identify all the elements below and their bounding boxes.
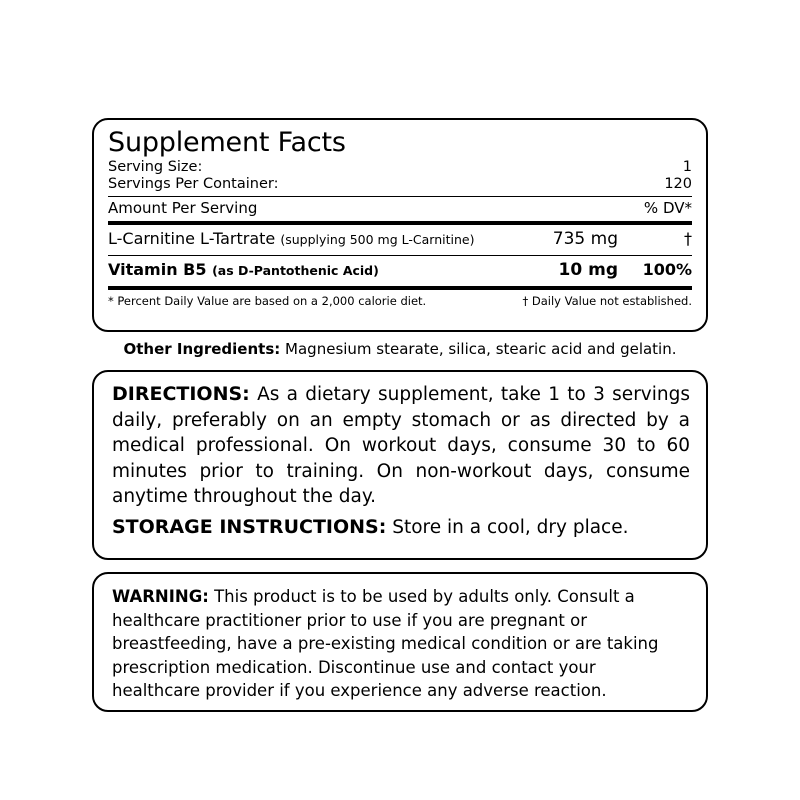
amount-per-serving-label: Amount Per Serving [108, 199, 258, 217]
footnote-dagger-note: † Daily Value not established. [522, 294, 692, 308]
nutrient-daily-value: † [684, 229, 692, 248]
nutrient-amount: 735 mg [552, 229, 618, 249]
nutrient-name-cell [108, 259, 506, 281]
servings-per-container-label: Servings Per Container: [108, 176, 279, 192]
directions-content [112, 382, 690, 540]
nutrient-name-cell [108, 228, 506, 250]
footnote-daily-value-basis: * Percent Daily Value are based on a 2,000 calorie diet. [108, 294, 427, 308]
warning-paragraph [112, 585, 688, 703]
warning-panel [92, 572, 708, 712]
warning-text: This product is to be used by adults only. Consult a healthcare practitioner prior to use if you are pregnant or breastfeeding, have a pre-existing medical condition or are taking prescription medication. Discontinue use and contact your healthcare provider if you experience any adverse reaction. [112, 587, 659, 700]
directions-panel [92, 370, 708, 560]
serving-size-value: 1 [682, 159, 692, 175]
serving-size-row [108, 159, 692, 176]
nutrient-name-sub: (supplying 500 mg L-Carnitine) [280, 232, 475, 247]
other-ingredients-text: Magnesium stearate, silica, stearic acid and gelatin. [285, 340, 677, 358]
amount-per-serving-header-row [108, 197, 692, 218]
other-ingredients-label: Other Ingredients: [123, 340, 281, 358]
nutrient-name-sub: (as D-Pantothenic Acid) [212, 263, 379, 278]
storage-instructions-label: STORAGE INSTRUCTIONS: [112, 515, 387, 538]
nutrient-name: L-Carnitine L-Tartrate [108, 229, 276, 248]
nutrient-amount: 10 mg [558, 260, 618, 280]
storage-instructions-paragraph [112, 515, 690, 540]
servings-per-container-value: 120 [664, 176, 692, 192]
supplement-facts-content [108, 128, 692, 308]
serving-size-label: Serving Size: [108, 159, 203, 175]
footnote-row [108, 290, 692, 308]
nutrient-daily-value: 100% [642, 260, 692, 279]
servings-per-container-row [108, 176, 692, 193]
storage-instructions-text: Store in a cool, dry place. [392, 516, 629, 538]
warning-label: WARNING: [112, 587, 209, 606]
other-ingredients-line [92, 340, 708, 359]
directions-paragraph [112, 382, 690, 510]
supplement-facts-panel [92, 118, 708, 332]
nutrient-name: Vitamin B5 [108, 260, 207, 279]
table-row [108, 225, 692, 252]
daily-value-header: % DV* [643, 199, 692, 217]
table-row [108, 256, 692, 283]
supplement-facts-title: Supplement Facts [108, 127, 346, 158]
directions-text: As a dietary supplement, take 1 to 3 servings daily, preferably on an empty stomach or as directed by a medical professional. On workout days, consume 30 to 60 minutes prior to training. On non-workout days, consume anytime throughout the day. [112, 384, 690, 507]
warning-content [112, 585, 688, 703]
directions-label: DIRECTIONS: [112, 383, 250, 405]
